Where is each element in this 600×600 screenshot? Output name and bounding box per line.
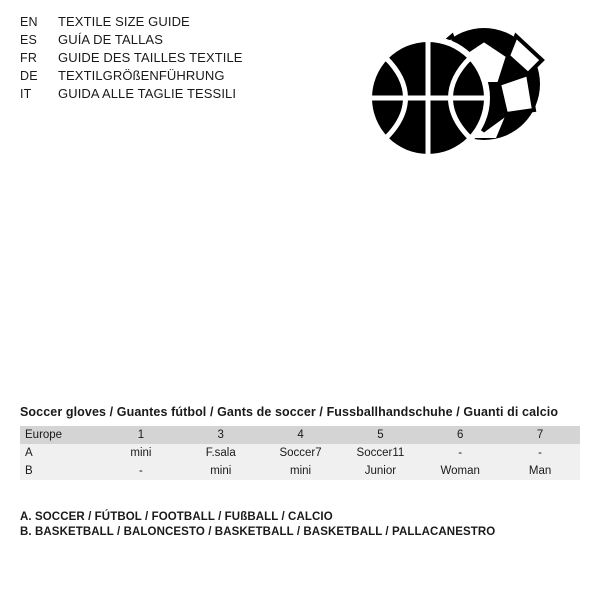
table-cell: mini [261,462,341,480]
footnote-a: A. SOCCER / FÚTBOL / FOOTBALL / FUßBALL / CALCIO [20,511,333,523]
table-cell: Man [500,462,580,480]
footnote-b: B. BASKETBALL / BALONCESTO / BASKETBALL / BASKETBALL / PALLACANESTRO [20,526,496,538]
language-row [20,68,243,86]
table-row [20,462,580,480]
table-row-label: B [20,462,101,480]
table-cell: Soccer7 [261,444,341,462]
language-row [20,14,243,32]
table-header-cell: 7 [500,426,580,444]
table-header-row [20,426,580,444]
language-code: IT [20,87,32,101]
table-cell: Soccer11 [340,444,420,462]
table-header-cell: 5 [340,426,420,444]
table-cell: - [101,462,181,480]
language-label: GUIDE DES TAILLES TEXTILE [58,50,243,65]
language-row [20,86,243,104]
language-label: GUÍA DE TALLAS [58,32,163,47]
language-code: DE [20,69,38,83]
language-code: FR [20,51,38,65]
table-header-cell: 3 [181,426,261,444]
language-row [20,50,243,68]
language-code: EN [20,15,38,29]
language-label: TEXTILE SIZE GUIDE [58,14,190,29]
table-cell: Woman [420,462,500,480]
size-table [20,426,580,480]
table-header-cell: 6 [420,426,500,444]
language-label: TEXTILGRÖßENFÜHRUNG [58,68,225,83]
language-row [20,32,243,50]
table-cell: - [500,444,580,462]
table-cell: - [420,444,500,462]
table-cell: mini [181,462,261,480]
language-label: GUIDA ALLE TAGLIE TESSILI [58,86,237,101]
language-legend [20,14,243,104]
table-cell: F.sala [181,444,261,462]
table-header-cell: 1 [101,426,181,444]
table-row [20,444,580,462]
size-table-section [20,405,580,480]
table-cell: mini [101,444,181,462]
table-cell: Junior [340,462,420,480]
basketball-icon [372,42,484,154]
table-header-cell: 4 [261,426,341,444]
table-title: Soccer gloves / Guantes fútbol / Gants de soccer / Fussballhandschuhe / Guanti di calcio [20,405,559,419]
footnotes [20,510,580,540]
table-row-label: A [20,444,101,462]
balls-illustration [356,22,556,172]
language-code: ES [20,33,38,47]
table-header-cell: Europe [20,426,101,444]
